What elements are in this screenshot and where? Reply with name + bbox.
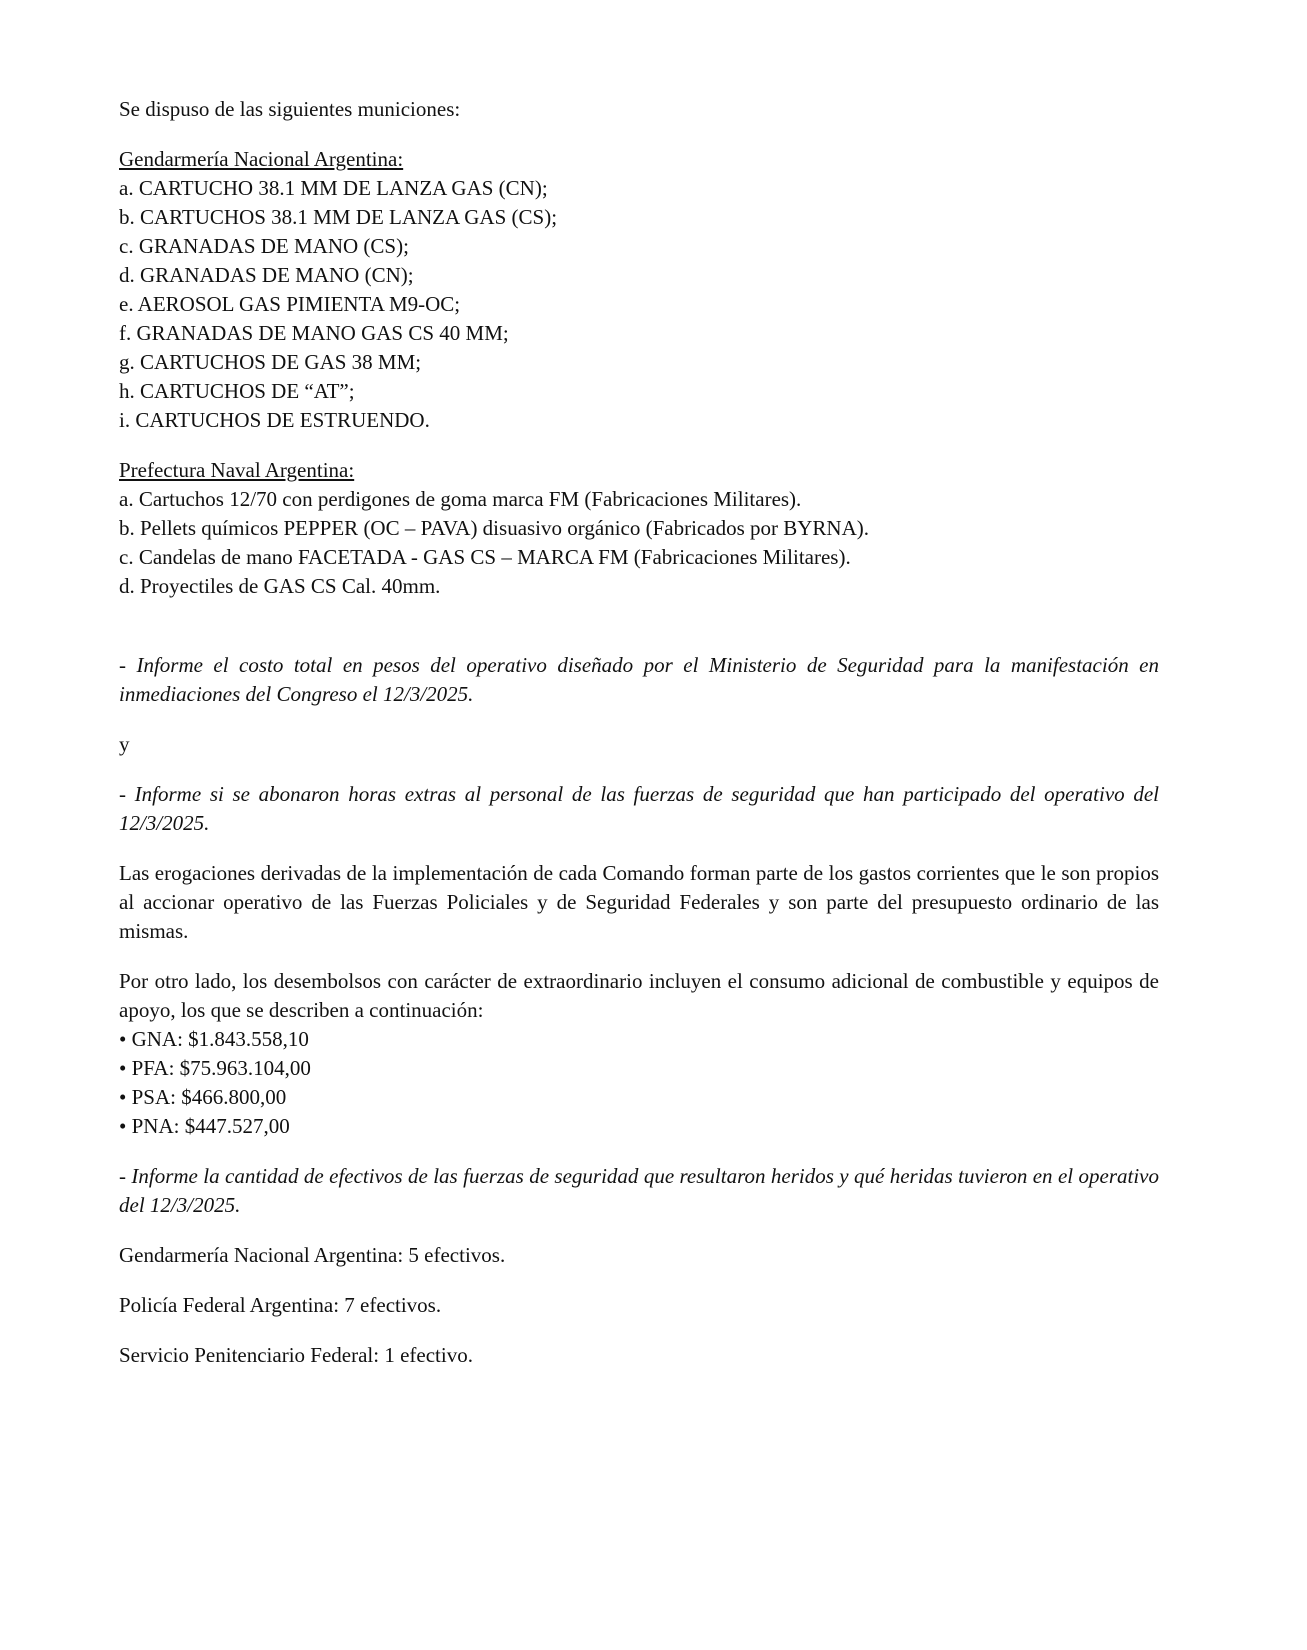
spacer xyxy=(119,435,1159,456)
spacer xyxy=(119,946,1159,967)
list-item: b. Pellets químicos PEPPER (OC – PAVA) disuasivo orgánico (Fabricados por BYRNA). xyxy=(119,516,869,540)
connector-text: y xyxy=(119,732,130,756)
expenses-list xyxy=(119,1025,1159,1141)
expense-item: • GNA: $1.843.558,10 xyxy=(119,1027,309,1051)
injured-pfa: Policía Federal Argentina: 7 efectivos. xyxy=(119,1293,442,1317)
spacer xyxy=(119,1270,1159,1291)
gna-heading: Gendarmería Nacional Argentina: xyxy=(119,147,404,171)
list-item: a. Cartuchos 12/70 con perdigones de goma marca FM (Fabricaciones Militares). xyxy=(119,487,802,511)
answer-paragraph-1: Las erogaciones derivadas de la implementación de cada Comando forman parte de los gastos corrientes que le son propios al accionar operativo de las Fuerzas Policiales y de Seguridad Federales y son parte del presupuesto ordinario de las mismas. xyxy=(119,861,1159,943)
spacer xyxy=(119,124,1159,145)
answer-paragraph-2: Por otro lado, los desembolsos con carácter de extraordinario incluyen el consumo adicional de combustible y equipos de apoyo, los que se describen a continuación: xyxy=(119,969,1159,1022)
list-item: a. CARTUCHO 38.1 MM DE LANZA GAS (CN); xyxy=(119,176,548,200)
list-item: c. GRANADAS DE MANO (CS); xyxy=(119,234,409,258)
list-item: d. GRANADAS DE MANO (CN); xyxy=(119,263,414,287)
spacer xyxy=(119,1141,1159,1162)
list-item: b. CARTUCHOS 38.1 MM DE LANZA GAS (CS); xyxy=(119,205,558,229)
spacer xyxy=(119,759,1159,780)
pna-heading: Prefectura Naval Argentina: xyxy=(119,458,355,482)
spacer xyxy=(119,601,1159,651)
gna-munitions-list xyxy=(119,174,1159,435)
list-item: c. Candelas de mano FACETADA - GAS CS – MARCA FM (Fabricaciones Militares). xyxy=(119,545,851,569)
injured-gna: Gendarmería Nacional Argentina: 5 efectivos. xyxy=(119,1243,506,1267)
spacer xyxy=(119,1320,1159,1341)
list-item: d. Proyectiles de GAS CS Cal. 40mm. xyxy=(119,574,441,598)
expense-item: • PFA: $75.963.104,00 xyxy=(119,1056,311,1080)
list-item: h. CARTUCHOS DE “AT”; xyxy=(119,379,355,403)
expense-item: • PNA: $447.527,00 xyxy=(119,1114,290,1138)
list-item: e. AEROSOL GAS PIMIENTA M9-OC; xyxy=(119,292,461,316)
pna-munitions-list xyxy=(119,485,1159,601)
list-item: i. CARTUCHOS DE ESTRUENDO. xyxy=(119,408,430,432)
intro-text: Se dispuso de las siguientes municiones: xyxy=(119,97,461,121)
document-page xyxy=(119,95,1159,1370)
expense-item: • PSA: $466.800,00 xyxy=(119,1085,287,1109)
question-cost: - Informe el costo total en pesos del operativo diseñado por el Ministerio de Seguridad para la manifestación en inmediaciones del Congreso el 12/3/2025. xyxy=(119,653,1159,706)
question-overtime: - Informe si se abonaron horas extras al personal de las fuerzas de seguridad que han participado del operativo del 12/3/2025. xyxy=(119,782,1159,835)
list-item: f. GRANADAS DE MANO GAS CS 40 MM; xyxy=(119,321,509,345)
injured-spf: Servicio Penitenciario Federal: 1 efectivo. xyxy=(119,1343,473,1367)
question-injured: - Informe la cantidad de efectivos de las fuerzas de seguridad que resultaron heridos y qué heridas tuvieron en el operativo del 12/3/2025. xyxy=(119,1164,1159,1217)
list-item: g. CARTUCHOS DE GAS 38 MM; xyxy=(119,350,422,374)
spacer xyxy=(119,709,1159,730)
spacer xyxy=(119,1220,1159,1241)
spacer xyxy=(119,838,1159,859)
